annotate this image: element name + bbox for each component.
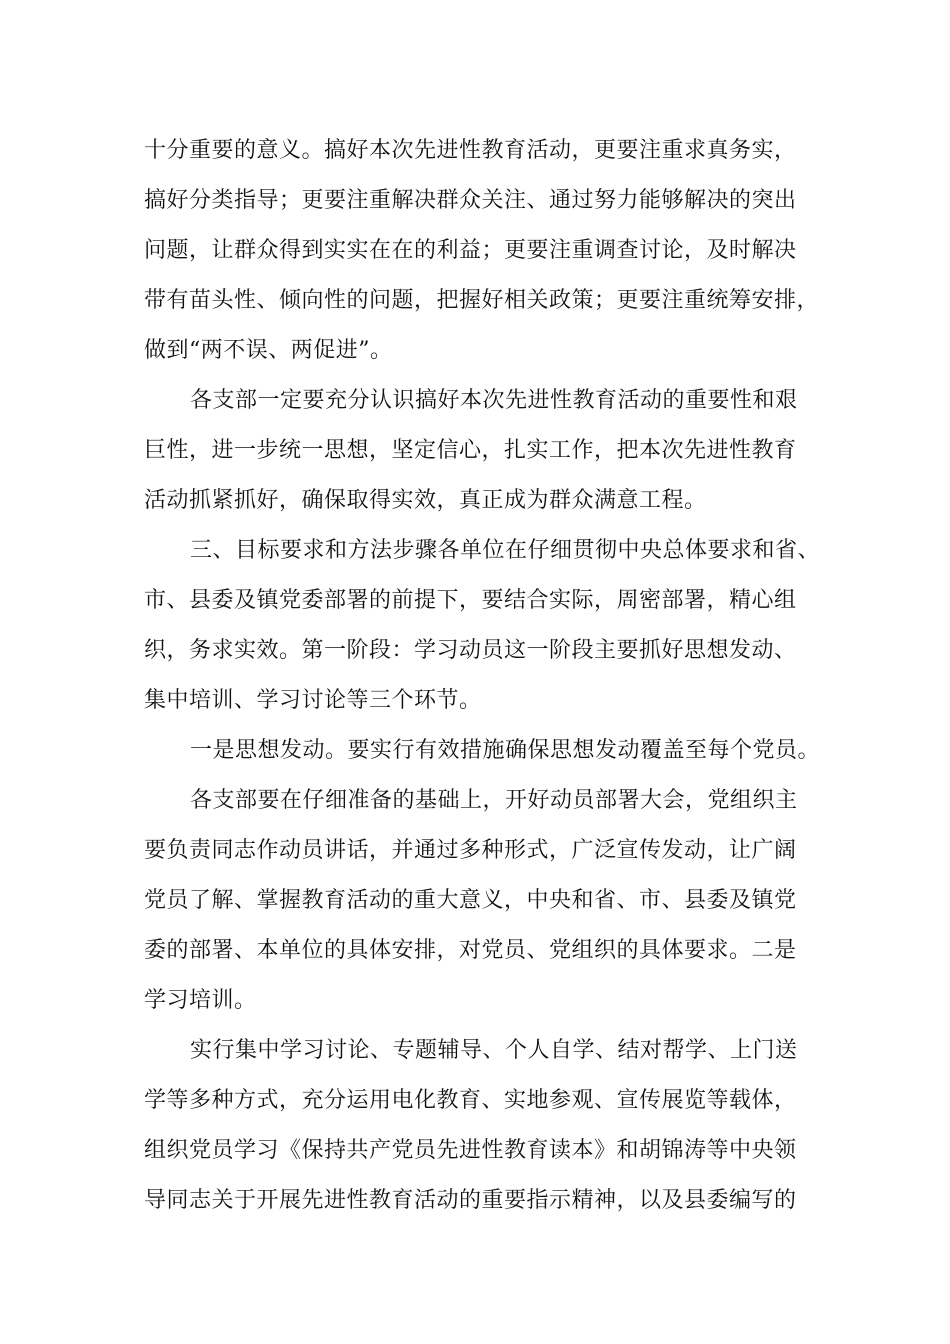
text-line: 市、县委及镇党委部署的前提下，要结合实际，周密部署，精心组 (144, 588, 797, 613)
text-line: 做到“两不误、两促进”。 (144, 338, 393, 363)
text-line: 组织党员学习《保持共产党员先进性教育读本》和胡锦涛等中央领 (144, 1138, 797, 1163)
paragraph-first-line: 一是思想发动。要实行有效措施确保思想发动覆盖至每个党员。 (190, 738, 821, 763)
text-line: 集中培训、学习讨论等三个环节。 (144, 688, 482, 713)
paragraph-first-line: 三、目标要求和方法步骤各单位在仔细贯彻中央总体要求和省、 (190, 538, 821, 563)
text-line: 问题，让群众得到实实在在的利益；更要注重调查讨论，及时解决 (144, 238, 797, 263)
text-line: 十分重要的意义。搞好本次先进性教育活动，更要注重求真务实， (144, 138, 797, 163)
text-line: 巨性，进一步统一思想，坚定信心，扎实工作，把本次先进性教育 (144, 438, 797, 463)
text-line: 搞好分类指导；更要注重解决群众关注、通过努力能够解决的突出 (144, 188, 797, 213)
text-line: 委的部署、本单位的具体安排，对党员、党组织的具体要求。二是 (144, 938, 797, 963)
paragraph-first-line: 各支部要在仔细准备的基础上，开好动员部署大会，党组织主 (190, 788, 798, 813)
text-line: 活动抓紧抓好，确保取得实效，真正成为群众满意工程。 (144, 488, 707, 513)
paragraph-first-line: 各支部一定要充分认识搞好本次先进性教育活动的重要性和艰 (190, 388, 798, 413)
text-line: 要负责同志作动员讲话，并通过多种形式，广泛宣传发动，让广阔 (144, 838, 797, 863)
text-line: 带有苗头性、倾向性的问题，把握好相关政策；更要注重统筹安排， (144, 288, 820, 313)
paragraph-first-line: 实行集中学习讨论、专题辅导、个人自学、结对帮学、上门送 (190, 1038, 798, 1063)
text-line: 学习培训。 (144, 988, 257, 1013)
text-line: 党员了解、掌握教育活动的重大意义，中央和省、市、县委及镇党 (144, 888, 797, 913)
text-line: 学等多种方式，充分运用电化教育、实地参观、宣传展览等载体， (144, 1088, 797, 1113)
text-line: 织，务求实效。第一阶段：学习动员这一阶段主要抓好思想发动、 (144, 638, 797, 663)
text-line: 导同志关于开展先进性教育活动的重要指示精神，以及县委编写的 (144, 1188, 797, 1213)
